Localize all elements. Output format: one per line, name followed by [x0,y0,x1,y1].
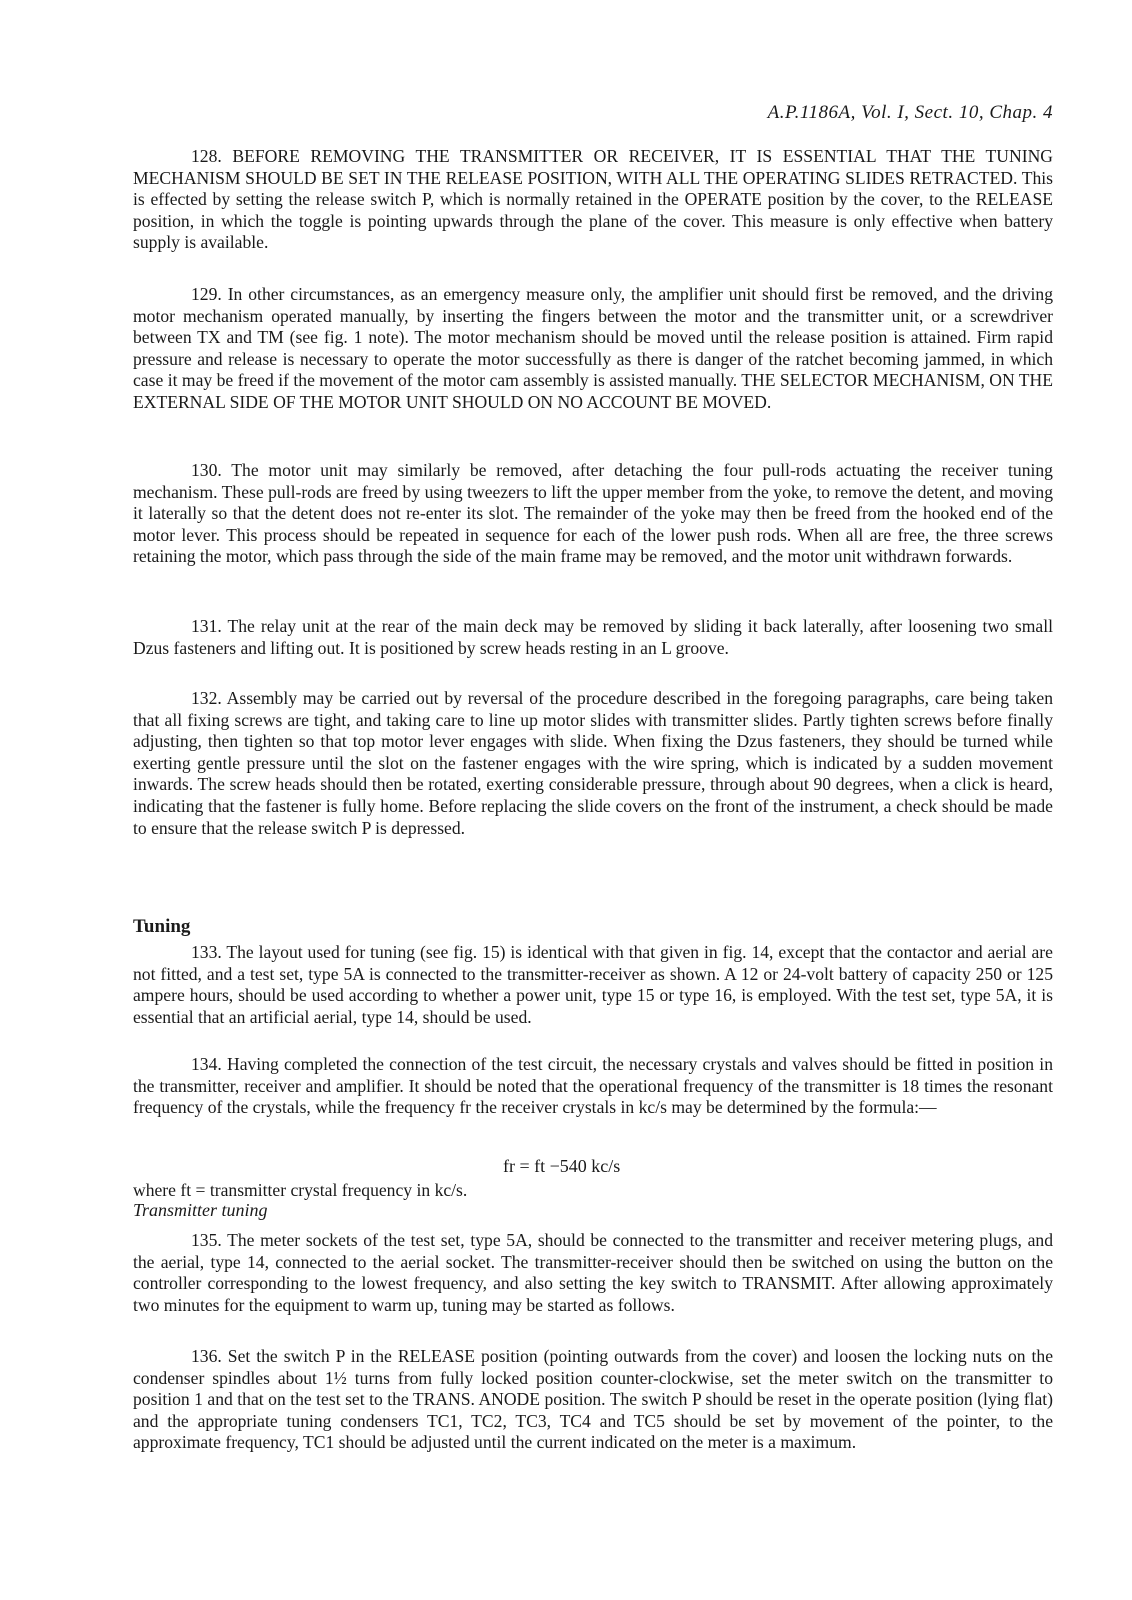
para-text: BEFORE REMOVING THE TRANSMITTER OR RECEIVER, IT IS ESSENTIAL THAT THE TUNING MECHANISM SHOULD BE SET IN THE RELEASE POSITION, WITH ALL THE OPERATING SLIDES RETRACTED. This is effected by setting the release switch P, which is normally retained in the OPERATE position by the cover, to the RELEASE position, in which the toggle is pointing upwards through the plane of the cover. This measure is only effective when battery supply is available. [133,146,1053,253]
frequency-formula: fr = ft −540 kc/s [503,1156,621,1176]
para-number: 136. [191,1346,222,1366]
para-text: In other circumstances, as an emergency measure only, the amplifier unit should first be removed, and the driving motor mechanism operated manually, by inserting the fingers between the motor and the transmitter unit, or a screwdriver between TX and TM (see fig. 1 note). The motor mechanism should be moved until the release position is attained. Firm rapid pressure and release is necessary to operate the motor successfully as there is danger of the ratchet becoming jammed, in which case it may be freed if the movement of the motor cam assembly is assisted manually. THE SELECTOR MECHANISM, ON THE EXTERNAL SIDE OF THE MOTOR UNIT SHOULD ON NO ACCOUNT BE MOVED. [133,284,1053,412]
paragraph-132 [133,688,1053,839]
paragraph-131 [133,616,1053,659]
para-text: The motor unit may similarly be removed, after detaching the four pull-rods actuating the receiver tuning mechanism. These pull-rods are freed by using tweezers to lift the upper member from the yoke, to remove the detent, and moving it laterally so that the detent does not re-enter its slot. The remainder of the yoke may then be freed from the hooked end of the motor lever. This process should be repeated in sequence for each of the lower push rods. When all are free, the three screws retaining the motor, which pass through the side of the main frame may be removed, and the motor unit withdrawn forwards. [133,460,1053,567]
para-number: 131. [191,616,222,636]
para-number: 135. [191,1230,222,1250]
paragraph-130 [133,460,1053,568]
para-number: 133. [191,942,222,962]
para-number: 134. [191,1054,222,1074]
para-text: Having completed the connection of the test circuit, the necessary crystals and valves should be fitted in position in the transmitter, receiver and amplifier. It should be noted that the operational frequency of the transmitter is 18 times the resonant frequency of the crystals, while the frequency fr the receiver crystals in kc/s may be determined by the formula:— [133,1054,1053,1118]
para-number: 129. [191,284,222,304]
para-text: The relay unit at the rear of the main deck may be removed by sliding it back laterally, after loosening two small Dzus fasteners and lifting out. It is positioned by screw heads resting in an L groove. [133,616,1053,658]
paragraph-134 [133,1054,1053,1119]
paragraph-128 [133,146,1053,254]
para-number: 128. [191,146,222,166]
paragraph-135 [133,1230,1053,1316]
subsection-heading-transmitter-tuning: Transmitter tuning [133,1200,268,1220]
para-number: 132. [191,688,222,708]
para-text: The meter sockets of the test set, type 5A, should be connected to the transmitter and receiver metering plugs, and the aerial, type 14, connected to the aerial socket. The transmitter-receiver should then be switched on using the button on the controller corresponding to the lowest frequency, and also setting the key switch to TRANSMIT. After allowing approximately two minutes for the equipment to warm up, tuning may be started as follows. [133,1230,1053,1315]
para-text: Set the switch P in the RELEASE position (pointing outwards from the cover) and loosen the locking nuts on the condenser spindles about 1½ turns from fully locked position counter-clockwise, set the meter switch on the transmitter to position 1 and that on the test set to the TRANS. ANODE position. The switch P should be reset in the operate position (lying flat) and the appropriate tuning condensers TC1, TC2, TC3, TC4 and TC5 should be set by movement of the pointer, to the approximate frequency, TC1 should be adjusted until the current indicated on the meter is a maximum. [133,1346,1053,1453]
paragraph-136 [133,1346,1053,1454]
page-reference: A.P.1186A, Vol. I, Sect. 10, Chap. 4 [767,102,1053,123]
para-number: 130. [191,460,222,480]
paragraph-133 [133,942,1053,1028]
para-text: The layout used for tuning (see fig. 15) is identical with that given in fig. 14, except that the contactor and aerial are not fitted, and a test set, type 5A is connected to the transmitter-receiver as shown. A 12 or 24-volt battery of capacity 250 or 125 ampere hours, should be used according to whether a power unit, type 15 or type 16, is employed. With the test set, type 5A, it is essential that an artificial aerial, type 14, should be used. [133,942,1053,1027]
paragraph-129 [133,284,1053,414]
section-heading-tuning: Tuning [133,916,191,937]
formula-definition: where ft = transmitter crystal frequency in kc/s. [133,1180,468,1200]
para-text: Assembly may be carried out by reversal of the procedure described in the foregoing paragraphs, care being taken that all fixing screws are tight, and taking care to line up motor slides with transmitter slides. Partly tighten screws before finally adjusting, then tighten so that top motor lever engages with slide. When fixing the Dzus fasteners, they should be turned while exerting gentle pressure until the slot on the fastener engages with the wire spring, which is indicated by a sudden movement inwards. The screw heads should then be rotated, exerting considerable pressure, through about 90 degrees, when a click is heard, indicating that the fastener is fully home. Before replacing the slide covers on the front of the instrument, a check should be made to ensure that the release switch P is depressed. [133,688,1053,838]
